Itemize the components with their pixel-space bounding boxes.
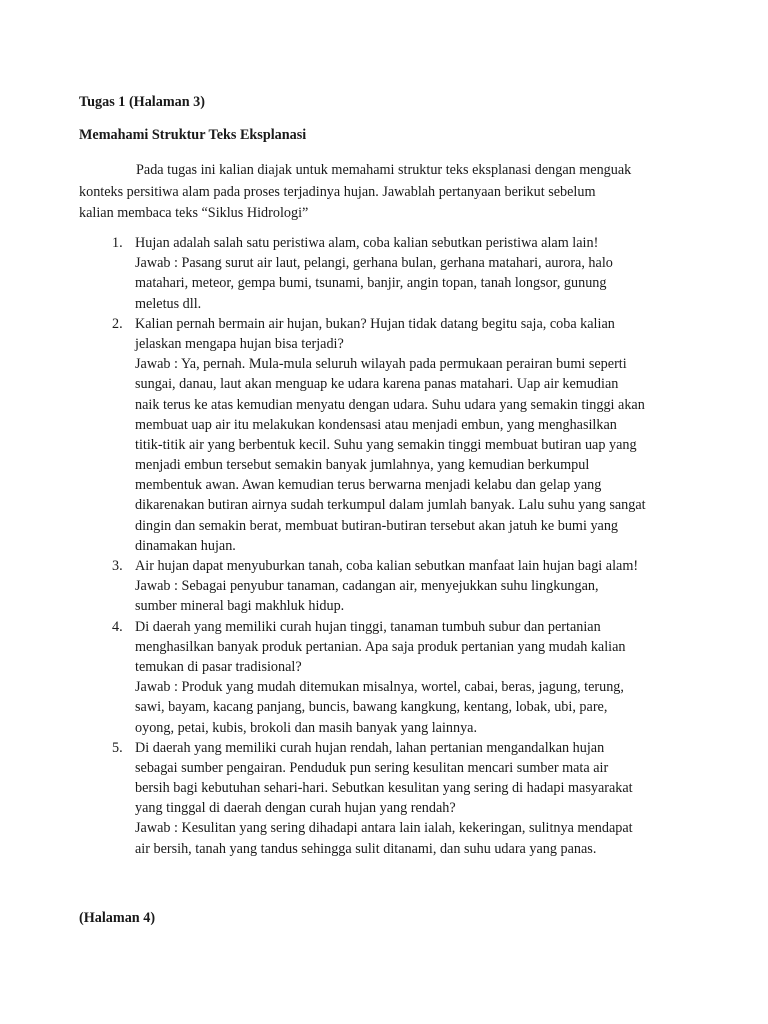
question-body: [135, 233, 699, 314]
intro-line: Pada tugas ini kalian diajak untuk memahami struktur teks eksplanasi dengan menguak: [136, 162, 632, 178]
question-item: [79, 617, 699, 738]
question-line: meletus dll.: [135, 295, 202, 312]
question-line: sebagai sumber pengairan. Penduduk pun sering kesulitan mencari sumber mata air: [135, 759, 609, 776]
question-line: sungai, danau, laut akan menguap ke udara karena panas matahari. Uap air kemudian: [135, 376, 619, 393]
question-line: oyong, petai, kubis, brokoli dan masih banyak yang lainnya.: [135, 719, 478, 736]
question-number: 5.: [112, 739, 123, 756]
question-line: Hujan adalah salah satu peristiwa alam, coba kalian sebutkan peristiwa alam lain!: [135, 235, 599, 251]
question-line: Jawab : Ya, pernah. Mula-mula seluruh wilayah pada permukaan perairan bumi seperti: [135, 356, 627, 373]
question-line: Jawab : Pasang surut air laut, pelangi, gerhana bulan, gerhana matahari, aurora, halo: [135, 255, 613, 272]
question-body: [135, 314, 699, 556]
question-line: temukan di pasar tradisional?: [135, 658, 302, 675]
question-item: [79, 738, 699, 859]
question-line: Jawab : Sebagai penyubur tanaman, cadangan air, menyejukkan suhu lingkungan,: [135, 578, 599, 595]
question-line: Jawab : Produk yang mudah ditemukan misalnya, wortel, cabai, beras, jagung, terung,: [135, 679, 624, 696]
question-number: 4.: [112, 618, 123, 635]
question-line: dinamakan hujan.: [135, 537, 236, 554]
question-line: jelaskan mengapa hujan bisa terjadi?: [135, 335, 344, 352]
question-number: 3.: [112, 558, 123, 574]
question-line: dikarenakan butiran airnya sudah terkumpul dalam jumlah banyak. Lalu suhu yang sangat: [135, 497, 646, 514]
question-line: sawi, bayam, kacang panjang, buncis, bawang kangkung, kentang, lobak, ubi, pare,: [135, 699, 608, 716]
intro-paragraph: [79, 160, 679, 225]
question-body: [135, 556, 699, 617]
question-line: Jawab : Kesulitan yang sering dihadapi antara lain ialah, kekeringan, sulitnya mendapat: [135, 820, 633, 837]
section-title: Memahami Struktur Teks Eksplanasi: [79, 127, 307, 143]
question-line: naik terus ke atas kemudian menyatu dengan udara. Suhu udara yang semakin tinggi akan: [135, 396, 645, 413]
question-line: Di daerah yang memiliki curah hujan tinggi, tanaman tumbuh subur dan pertanian: [135, 618, 601, 635]
question-line: air bersih, tanah yang tandus sehingga sulit ditanami, dan suhu udara yang panas.: [135, 840, 597, 857]
question-line: Kalian pernah bermain air hujan, bukan? Hujan tidak datang begitu saja, coba kalian: [135, 315, 615, 332]
next-page-heading: (Halaman 4): [79, 910, 156, 926]
question-line: menghasilkan banyak produk pertanian. Apa saja produk pertanian yang mudah kalian: [135, 638, 626, 655]
question-line: titik-titik air yang berbentuk kecil. Suhu yang semakin tinggi membuat butiran uap yang: [135, 436, 637, 453]
question-body: [135, 738, 699, 859]
question-line: membentuk awan. Awan kemudian terus berwarna menjadi kelabu dan gelap yang: [135, 477, 602, 494]
question-body: [135, 617, 699, 738]
question-item: [79, 314, 699, 556]
question-line: yang tinggal di daerah dengan curah hujan yang rendah?: [135, 800, 456, 817]
question-line: matahari, meteor, gempa bumi, tsunami, banjir, angin topan, tanah longsor, gunung: [135, 275, 607, 292]
question-number: 1.: [112, 235, 123, 251]
question-line: menjadi embun tersebut semakin banyak jumlahnya, yang kemudian berkumpul: [135, 457, 590, 474]
question-line: Di daerah yang memiliki curah hujan rendah, lahan pertanian mengandalkan hujan: [135, 739, 605, 756]
task-heading: Tugas 1 (Halaman 3): [79, 94, 206, 110]
intro-line: konteks persitiwa alam pada proses terjadinya hujan. Jawablah pertanyaan berikut sebelum: [79, 183, 596, 200]
question-line: sumber mineral bagi makhluk hidup.: [135, 598, 345, 615]
question-item: [79, 233, 699, 314]
question-line: bersih bagi kebutuhan sehari-hari. Sebutkan kesulitan yang sering di hadapi masyarakat: [135, 780, 633, 797]
question-line: Air hujan dapat menyuburkan tanah, coba kalian sebutkan manfaat lain hujan bagi alam!: [135, 558, 639, 574]
question-line: membuat uap air itu melakukan kondensasi atau menjadi embun, yang menghasilkan: [135, 416, 617, 433]
question-list: [79, 233, 699, 859]
intro-line: kalian membaca teks “Siklus Hidrologi”: [79, 205, 309, 221]
question-item: [79, 556, 699, 617]
question-line: dingin dan semakin berat, membuat butiran-butiran tersebut akan jatuh ke bumi yang: [135, 517, 619, 534]
question-number: 2.: [112, 315, 123, 332]
